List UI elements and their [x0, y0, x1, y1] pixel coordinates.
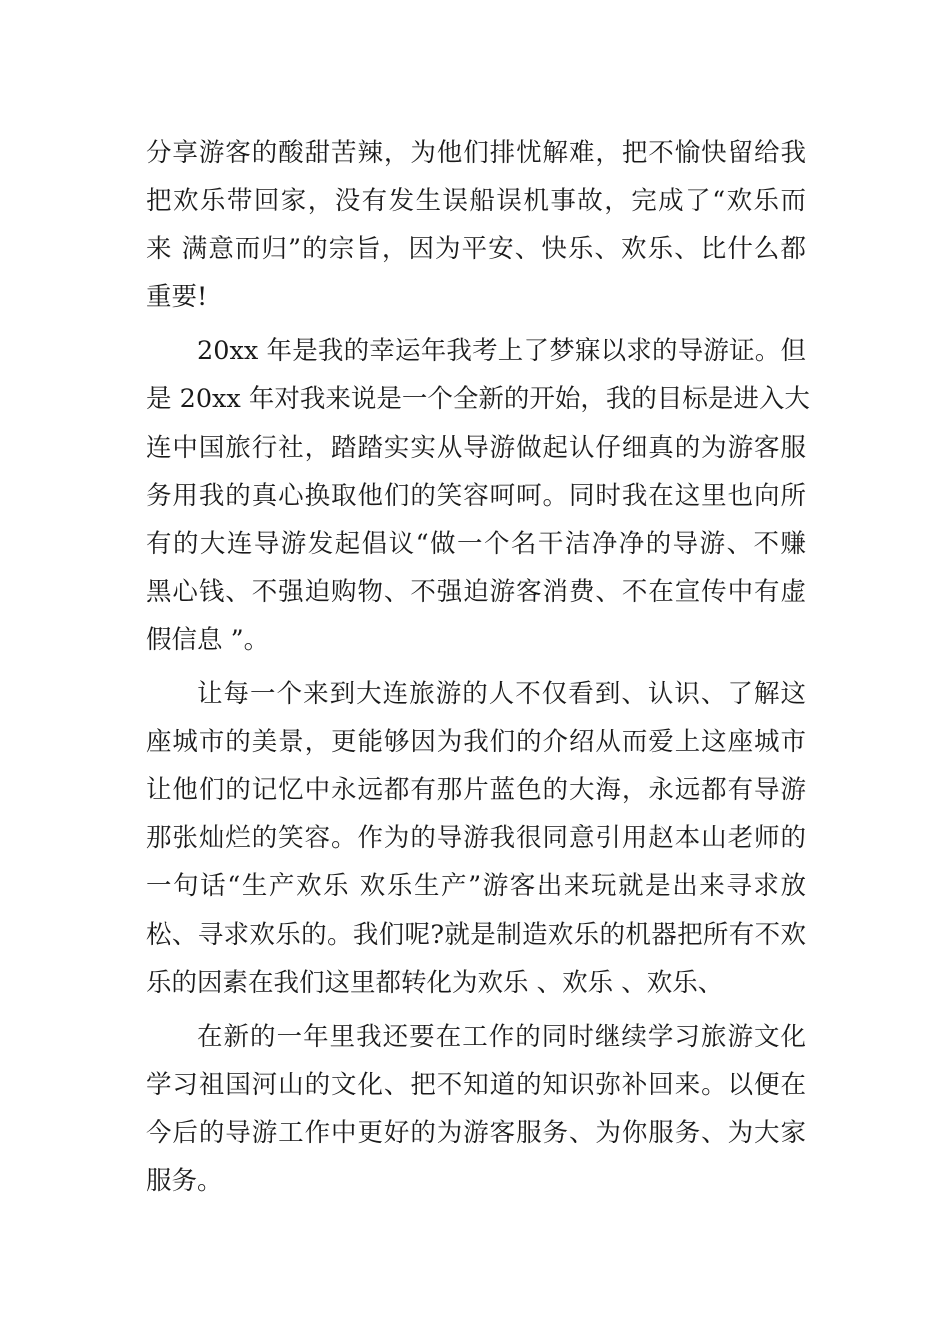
- paragraph-4: [146, 1013, 806, 1205]
- text-line: 松、寻求欢乐的。我们呢?就是制造欢乐的机器把所有不欢: [146, 919, 806, 950]
- text-line: 让每一个来到大连旅游的人不仅看到、认识、了解这: [197, 679, 806, 710]
- text-line: 在新的一年里我还要在工作的同时继续学习旅游文化: [197, 1021, 806, 1052]
- text-line: 座城市的美景，更能够因为我们的介绍从而爱上这座城市: [146, 727, 806, 758]
- text-line: 那张灿烂的笑容。作为的导游我很同意引用赵本山老师的: [146, 823, 806, 854]
- text-line: 把欢乐带回家，没有发生误船误机事故，完成了“欢乐而: [146, 186, 806, 217]
- text-line: 连中国旅行社，踏踏实实从导游做起认仔细真的为游客服: [146, 432, 806, 463]
- text-line: 重要!: [146, 282, 208, 313]
- paragraph-1: [146, 129, 806, 321]
- text-line: 分享游客的酸甜苦辣，为他们排忧解难，把不愉快留给我: [146, 138, 806, 168]
- text-line: 20xx 年是我的幸运年我考上了梦寐以求的导游证。但: [197, 336, 806, 367]
- text-line: 学习祖国河山的文化、把不知道的知识弥补回来。以便在: [146, 1069, 806, 1100]
- text-line: 一句话“生产欢乐 欢乐生产”游客出来玩就是出来寻求放: [146, 871, 806, 902]
- text-line: 务用我的真心换取他们的笑容呵呵。同时我在这里也向所: [146, 480, 806, 511]
- text-line: 有的大连导游发起倡议“做一个名干洁净净的导游、不赚: [146, 528, 806, 559]
- text-line: 是 20xx 年对我来说是一个全新的开始，我的目标是进入大: [146, 384, 810, 415]
- text-line: 服务。: [146, 1165, 223, 1196]
- text-line: 今后的导游工作中更好的为游客服务、为你服务、为大家: [146, 1117, 806, 1148]
- paragraph-3: [146, 670, 806, 1007]
- text-line: 乐的因素在我们这里都转化为欢乐 、欢乐 、欢乐、: [146, 967, 724, 998]
- text-line: 让他们的记忆中永远都有那片蓝色的大海，永远都有导游: [146, 775, 806, 806]
- text-line: 黑心钱、不强迫购物、不强迫游客消费、不在宣传中有虚: [146, 576, 806, 607]
- document-body: [146, 129, 810, 1205]
- paragraph-2: [146, 327, 810, 664]
- text-line: 来 满意而归”的宗旨，因为平安、快乐、欢乐、比什么都: [146, 234, 806, 265]
- text-line: 假信息 ”。: [146, 624, 270, 655]
